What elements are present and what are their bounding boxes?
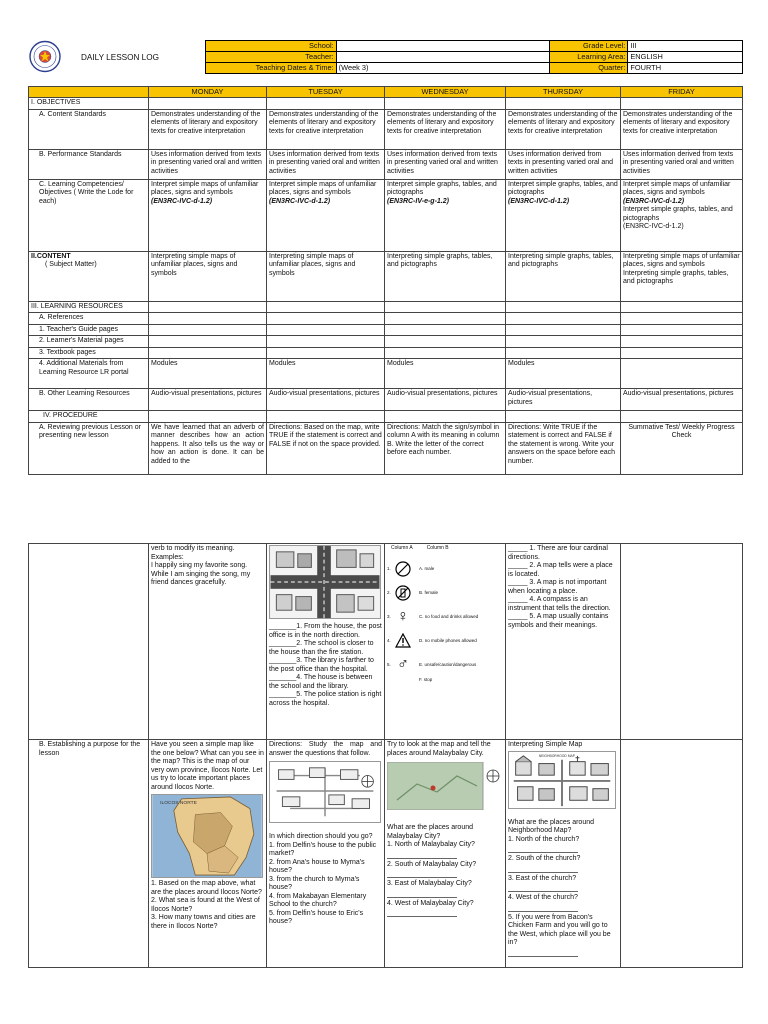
textbook-label: 3. Textbook pages: [29, 347, 149, 359]
purpose-tuesday-text: Directions: Study the map and answer the questions that follow.: [269, 741, 382, 757]
no-phone-icon: [395, 585, 411, 601]
content-row: [29, 251, 743, 301]
content-standards-label: A. Content Standards: [29, 109, 149, 149]
empty-cell: [149, 313, 267, 325]
empty-cell: [149, 98, 267, 110]
content-standards-row: [29, 109, 743, 149]
review-label: A. Reviewing previous Lesson or presenting new lesson: [29, 422, 149, 474]
ilocos-norte-map: [151, 794, 263, 878]
content-wednesday: Interpreting simple graphs, tables, and pictographs: [385, 251, 506, 301]
av-wednesday: Audio-visual presentations, pictures: [385, 389, 506, 411]
competency-text: Interpret simple graphs, tables, and pictographs: [508, 180, 618, 197]
purpose-question: 2. South of the church?: [508, 855, 581, 863]
competency-code: (EN3RC-IVC-d-1.2): [151, 197, 213, 205]
review-tuesday: Directions: Based on the map, write TRUE if the statement is correct and FALSE if not on the space provided.: [267, 422, 385, 474]
empty-cell: [506, 313, 621, 325]
empty-cell: [385, 313, 506, 325]
review-thursday-continued: [506, 544, 621, 740]
modules-monday: Modules: [149, 359, 267, 389]
match-item: [387, 605, 503, 629]
answer-blank[interactable]: [508, 864, 578, 873]
match-meaning: E. unsafe/caution/dangerous: [419, 662, 477, 668]
answer-blank[interactable]: [387, 869, 457, 878]
true-false-item: _______3. The library is farther to the post office than the hospital.: [269, 657, 374, 673]
av-monday: Audio-visual presentations, pictures: [149, 389, 267, 411]
purpose-question: 1. North of the church?: [508, 835, 580, 843]
empty-cell: [621, 98, 743, 110]
review-wednesday: Directions: Match the sign/symbol in column A with its meaning in column B. Write the letter of the correct before each number.: [385, 422, 506, 474]
content-sublabel: ( Subject Matter): [45, 261, 97, 269]
match-meaning: C. no food and drinks allowed: [419, 614, 479, 620]
day-header-thursday: THURSDAY: [506, 87, 621, 98]
learning-competencies-row: [29, 179, 743, 251]
deped-seal-icon: [27, 40, 63, 73]
content-standards-friday: Demonstrates understanding of the elements of literary and expository texts for creative interpretation: [621, 109, 743, 149]
no-food-icon: [395, 561, 411, 577]
empty-cell: [621, 313, 743, 325]
modules-tuesday: Modules: [267, 359, 385, 389]
competency-monday: [149, 179, 267, 251]
content-text: Interpreting simple maps of unfamiliar places, signs and symbols: [623, 252, 740, 269]
match-meaning: D. no mobile phones allowed: [419, 638, 477, 644]
teachers-guide-label: 1. Teacher's Guide pages: [29, 324, 149, 336]
purpose-thursday: [506, 740, 621, 968]
purpose-row: [29, 740, 743, 968]
school-label: School:: [206, 41, 337, 52]
teaching-dates-value[interactable]: (Week 3): [336, 63, 549, 74]
empty-cell: [621, 324, 743, 336]
empty-cell: [267, 347, 385, 359]
competency-code: (EN3RC-IVC-d-1.2): [508, 197, 570, 205]
teacher-label: Teacher:: [206, 52, 337, 63]
purpose-question: 4. West of the church?: [508, 894, 578, 902]
references-row: [29, 313, 743, 325]
content-friday: [621, 251, 743, 301]
empty-cell: [385, 301, 506, 313]
purpose-question: 4. West of Malaybalay City?: [387, 899, 474, 907]
objectives-heading: I. OBJECTIVES: [29, 98, 149, 110]
example-sentence: While I am singing the song, my friend dances gracefully.: [151, 570, 251, 587]
purpose-question: 3. East of the church?: [508, 874, 577, 882]
competency-text: Interpret simple maps of unfamiliar places, signs and symbols: [623, 180, 731, 197]
lesson-log-table-page1: [28, 86, 743, 475]
purpose-question-intro: What are the places around Malaybalay City?: [387, 824, 473, 840]
competency-code: (EN3RC-IVC-d-1.2): [623, 197, 685, 205]
empty-cell: [267, 336, 385, 348]
match-number: 1.: [387, 566, 391, 572]
match-number: 4.: [387, 638, 391, 644]
review-continued-row: [29, 544, 743, 740]
content-standards-monday: Demonstrates understanding of the elements of literary and expository texts for creative interpretation: [149, 109, 267, 149]
match-item: [387, 629, 503, 653]
empty-cell: [621, 301, 743, 313]
performance-standards-row: [29, 149, 743, 179]
match-meaning: A. male: [419, 566, 435, 572]
match-number: 3.: [387, 614, 391, 620]
other-resources-row: [29, 389, 743, 411]
purpose-wednesday-text: Try to look at the map and tell the places around Malaybalay City.: [387, 741, 491, 757]
empty-cell: [149, 411, 267, 423]
purpose-label: B. Establishing a purpose for the lesson: [29, 740, 149, 968]
match-item: [387, 557, 503, 581]
empty-cell: [506, 301, 621, 313]
learning-area-label: Learning Area:: [550, 52, 628, 63]
empty-cell: [506, 411, 621, 423]
learning-competencies-label: C. Learning Competencies/ Objectives ( Write the Lode for each): [29, 179, 149, 251]
day-header-row: [29, 87, 743, 98]
true-false-item: _______5. The police station is right across the hospital.: [269, 691, 382, 707]
learners-material-label: 2. Learner's Material pages: [29, 336, 149, 348]
empty-cell: [149, 301, 267, 313]
performance-standards-friday: Uses information derived from texts in presenting varied oral and written activities: [621, 149, 743, 179]
performance-standards-wednesday: Uses information derived from texts in presenting varied oral and written activities: [385, 149, 506, 179]
av-tuesday: Audio-visual presentations, pictures: [267, 389, 385, 411]
purpose-question: 2. South of Malaybalay City?: [387, 860, 477, 868]
empty-cell: [506, 98, 621, 110]
true-false-item: _____ 4. A compass is an instrument that tells the direction.: [508, 596, 611, 612]
map-caption: NEIGHBORHOOD MAP: [538, 753, 576, 758]
resources-heading: III. LEARNING RESOURCES: [29, 301, 149, 313]
quarter-label: Quarter:: [550, 63, 628, 74]
empty-cell: [267, 313, 385, 325]
purpose-question: 5. If you were from Bacon's Chicken Farm and you will go to the West, which place will you be in?: [508, 913, 611, 947]
school-value[interactable]: [336, 41, 549, 52]
empty-cell: [149, 347, 267, 359]
map-title: ILOCOS NORTE: [160, 800, 197, 806]
answer-blank[interactable]: [387, 908, 457, 917]
grade-level-label: Grade Level:: [550, 41, 628, 52]
purpose-question: 1. from Delfin's house to the public market?: [269, 841, 377, 858]
female-symbol-icon: ♀: [397, 608, 409, 626]
content-monday: Interpreting simple maps of unfamiliar places, signs and symbols: [149, 251, 267, 301]
true-false-item: _____ 2. A map tells were a place is located.: [508, 562, 613, 578]
answer-blank[interactable]: [508, 903, 578, 912]
empty-cell: [621, 544, 743, 740]
male-symbol-icon: ♂: [397, 656, 409, 674]
empty-cell: [385, 411, 506, 423]
modules-thursday: Modules: [506, 359, 621, 389]
additional-materials-label: 4. Additional Materials from Learning Resource LR portal: [29, 359, 149, 389]
purpose-monday: [149, 740, 267, 968]
true-false-item: _____ 5. A map usually contains symbols and their meanings.: [508, 613, 609, 629]
competency-thursday: [506, 179, 621, 251]
purpose-question: 1. North of Malaybalay City?: [387, 841, 475, 849]
header-info-grid: [205, 40, 743, 74]
performance-standards-tuesday: Uses information derived from texts in presenting varied oral and written activities: [267, 149, 385, 179]
empty-cell: [506, 347, 621, 359]
content-thursday: Interpreting simple graphs, tables, and pictographs: [506, 251, 621, 301]
purpose-monday-text: Have you seen a simple map like the one below? What can you see in the map? This is the map of our very own province, Ilocos Norte. Let us try to locate important places around Ilocos Norte.: [151, 741, 264, 791]
purpose-wednesday: [385, 740, 506, 968]
purpose-question: 4. from Makabayan Elementary School to the church?: [269, 892, 367, 909]
content-label-cell: [29, 251, 149, 301]
teaching-dates-label: Teaching Dates & Time:: [206, 63, 337, 74]
empty-cell: [385, 324, 506, 336]
true-false-item: _____ 3. A map is not important when locating a place.: [508, 579, 607, 595]
match-item: [387, 581, 503, 605]
procedure-section-row: [29, 411, 743, 423]
competency-code: (EN3RC-IVC-d-1.2): [623, 223, 684, 231]
answer-blank[interactable]: [387, 850, 457, 859]
performance-standards-thursday: Uses information derived from texts in presenting varied oral and written activities: [506, 149, 621, 179]
answer-blank[interactable]: [508, 948, 578, 957]
purpose-question: 3. East of Malaybalay City?: [387, 880, 472, 888]
content-standards-thursday: Demonstrates understanding of the elements of literary and expository texts for creative interpretation: [506, 109, 621, 149]
competency-text: Interpret simple maps of unfamiliar places, signs and symbols: [269, 180, 377, 197]
textbook-row: [29, 347, 743, 359]
review-monday-text: verb to modify its meaning. Examples:: [151, 545, 235, 561]
purpose-thursday-title: Interpreting Simple Map: [508, 741, 583, 748]
lesson-header: [27, 40, 743, 73]
match-column-headers: [387, 545, 503, 551]
purpose-question-intro: In which direction should you go?: [269, 833, 373, 841]
empty-cell: [506, 336, 621, 348]
performance-standards-label: B. Performance Standards: [29, 149, 149, 179]
empty-cell: [621, 359, 743, 389]
day-header-tuesday: TUESDAY: [267, 87, 385, 98]
competency-friday: [621, 179, 743, 251]
match-meaning: F. stop: [419, 677, 433, 683]
empty-cell: [149, 336, 267, 348]
empty-cell: [267, 301, 385, 313]
empty-cell: [385, 347, 506, 359]
empty-cell: [385, 98, 506, 110]
caution-icon: [395, 633, 411, 649]
performance-standards-monday: Uses information derived from texts in presenting varied oral and written activities: [149, 149, 267, 179]
true-false-item: _______4. The house is between the school and the library.: [269, 674, 373, 690]
av-friday: Audio-visual presentations, pictures: [621, 389, 743, 411]
purpose-question: 1. Based on the map above, what are the places around Ilocos Norte?: [151, 880, 262, 896]
empty-cell: [267, 411, 385, 423]
content-standards-wednesday: Demonstrates understanding of the elements of literary and expository texts for creative interpretation: [385, 109, 506, 149]
neighborhood-map-picture: [508, 751, 616, 809]
empty-cell: [385, 336, 506, 348]
review-monday-continued: [149, 544, 267, 740]
review-friday: Summative Test/ Weekly Progress Check: [621, 422, 743, 474]
neighborhood-map-diagram: [269, 761, 381, 823]
review-monday: We have learned that an adverb of manner describes how an action happens. It also tells us the way or how an action is done. It can be added to the: [149, 422, 267, 474]
content-text: Interpreting simple graphs, tables, and pictographs: [623, 269, 729, 286]
true-false-item: _____ 1. There are four cardinal directions.: [508, 545, 608, 561]
empty-cell: [621, 336, 743, 348]
purpose-question: 3. How many towns and cities are there in Ilocos Norte?: [151, 914, 256, 930]
purpose-question: 5. from Delfin's house to Eric's house?: [269, 909, 364, 926]
empty-cell: [506, 324, 621, 336]
answer-blank[interactable]: [387, 889, 457, 898]
grade-level-value[interactable]: III: [628, 41, 743, 52]
malaybalay-map: [387, 762, 501, 810]
match-number: 5.: [387, 662, 391, 668]
empty-cell: [621, 347, 743, 359]
competency-tuesday: [267, 179, 385, 251]
empty-cell: [267, 324, 385, 336]
resources-section-row: [29, 301, 743, 313]
day-header-friday: FRIDAY: [621, 87, 743, 98]
content-tuesday: Interpreting simple maps of unfamiliar places, signs and symbols: [267, 251, 385, 301]
answer-blank[interactable]: [508, 844, 578, 853]
learning-area-value[interactable]: ENGLISH: [628, 52, 743, 63]
match-number: 2.: [387, 590, 391, 596]
teachers-guide-row: [29, 324, 743, 336]
competency-code: (EN3RC-IVC-d-1.2): [269, 197, 331, 205]
purpose-question: 2. What sea is found at the West of Ilocos Norte?: [151, 897, 260, 913]
empty-cell: [29, 544, 149, 740]
day-header-wednesday: WEDNESDAY: [385, 87, 506, 98]
empty-cell: [267, 98, 385, 110]
av-thursday: Audio-visual presentations, pictures: [506, 389, 621, 411]
learners-material-row: [29, 336, 743, 348]
review-tuesday-continued: [267, 544, 385, 740]
empty-cell: [149, 324, 267, 336]
purpose-question: 3. from the church to Myrna's house?: [269, 875, 360, 892]
content-standards-tuesday: Demonstrates understanding of the elements of literary and expository texts for creative interpretation: [267, 109, 385, 149]
review-thursday: Directions: Write TRUE if the statement is correct and FALSE if the statement is wrong. Write your answers on the space before each number.: [506, 422, 621, 474]
teacher-value[interactable]: [336, 52, 549, 63]
competency-wednesday: [385, 179, 506, 251]
match-item: [387, 653, 503, 677]
town-map-illustration: [269, 545, 381, 619]
empty-cell: [621, 740, 743, 968]
example-sentence: I happily sing my favorite song.: [151, 562, 248, 570]
page-title: DAILY LESSON LOG: [81, 53, 159, 62]
procedure-heading: IV. PROCEDURE: [29, 411, 149, 423]
empty-cell: [621, 411, 743, 423]
other-resources-label: B. Other Learning Resources: [29, 389, 149, 411]
blank-header-cell: [29, 87, 149, 98]
competency-text: Interpret simple graphs, tables, and pictographs: [623, 206, 733, 222]
purpose-question: 2. from Ana's house to Myrna's house?: [269, 858, 365, 875]
objectives-section-row: [29, 98, 743, 110]
column-b-header: Column B: [426, 545, 449, 551]
review-row: [29, 422, 743, 474]
lesson-log-table-page2: [28, 543, 743, 968]
competency-code: (EN3RC-IV-e-g-1.2): [387, 197, 449, 205]
column-a-header: Column A: [391, 545, 413, 551]
references-label: A. References: [29, 313, 149, 325]
true-false-item: _______1. From the house, the post office is in the north direction.: [269, 623, 382, 639]
modules-wednesday: Modules: [385, 359, 506, 389]
answer-blank[interactable]: [508, 883, 578, 892]
competency-text: Interpret simple maps of unfamiliar places, signs and symbols: [151, 180, 259, 197]
purpose-tuesday: [267, 740, 385, 968]
true-false-item: _______2. The school is closer to the house than the fire station.: [269, 640, 374, 656]
match-meaning: B. female: [419, 590, 439, 596]
quarter-value[interactable]: FOURTH: [628, 63, 743, 74]
purpose-question-intro: What are the places around Neighborhood Map?: [508, 818, 594, 835]
content-label: II.CONTENT: [31, 252, 71, 260]
review-wednesday-continued: [385, 544, 506, 740]
competency-text: Interpret simple graphs, tables, and pictographs: [387, 180, 497, 197]
additional-materials-row: [29, 359, 743, 389]
day-header-monday: MONDAY: [149, 87, 267, 98]
